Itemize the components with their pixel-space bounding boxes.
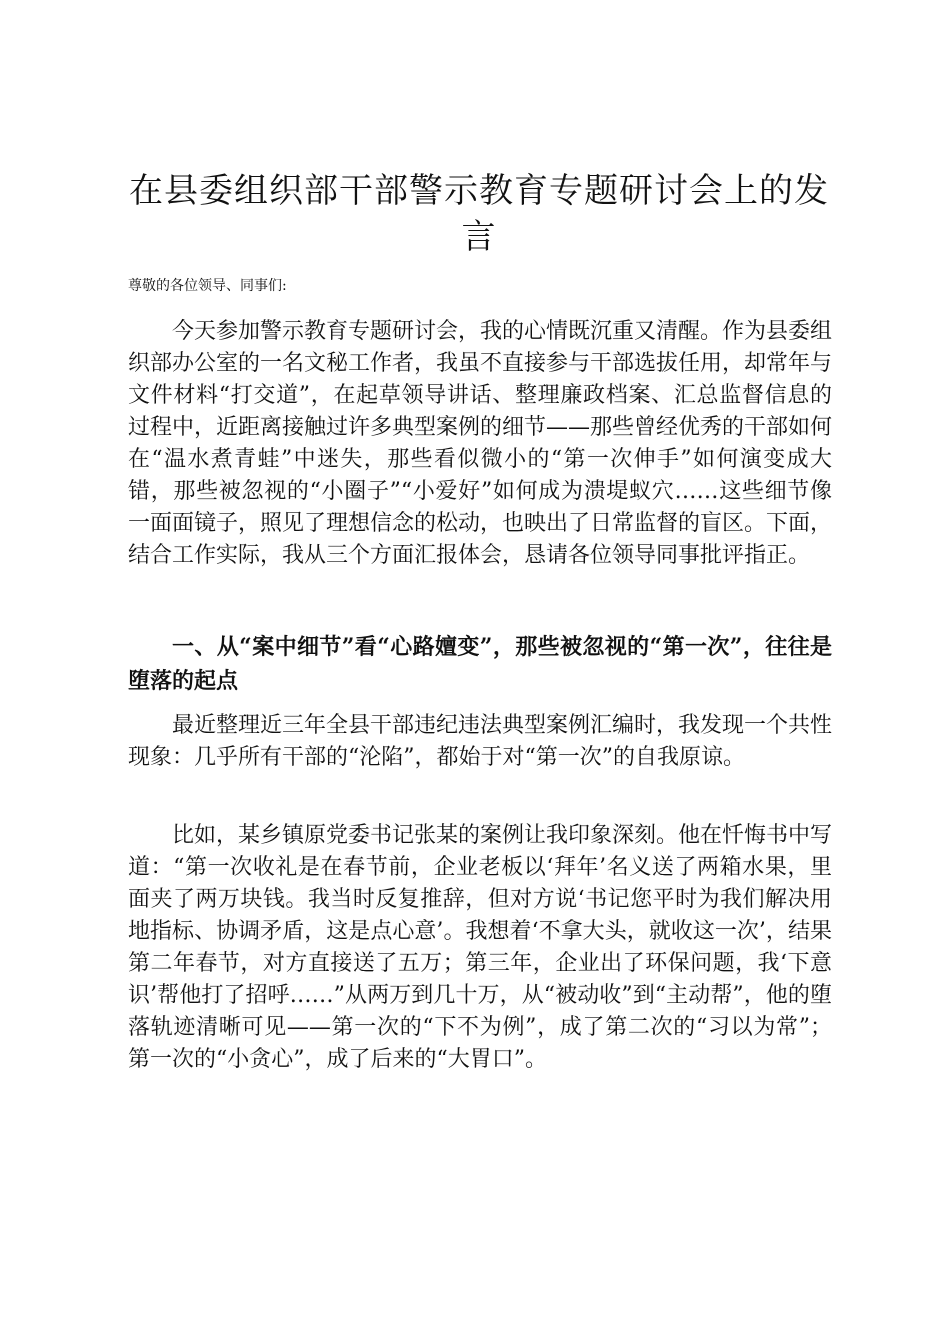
paragraph-observation: 最近整理近三年全县干部违纪违法典型案例汇编时，我发现一个共性现象：几乎所有干部的“沦陷”，都始于对“第一次”的自我原谅。 bbox=[128, 713, 833, 770]
paragraph-case-example: 比如，某乡镇原党委书记张某的案例让我印象深刻。他在忏悔书中写道：“第一次收礼是在春节前，企业老板以‘拜年’名义送了两箱水果，里面夹了两万块钱。我当时反复推辞，但对方说‘书记您平时为我们解决用地指标、协调矛盾，这是点心意’。我想着‘不拿大头，就收这一次’，结果第二年春节，对方直接送了五万；第三年，企业出了环保问题，我‘下意识’帮他打了招呼……”从两万到几十万，从“被动收”到“主动帮”，他的堕落轨迹清晰可见——第一次的“下不为例”，成了第二次的“习以为常”；第一次的“小贪心”，成了后来的“大胃口”。 bbox=[128, 823, 833, 1072]
section-heading-1: 一、从“案中细节”看“心路嬗变”，那些被忽视的“第一次”，往往是堕落的起点 bbox=[128, 634, 832, 694]
document-title: 在县委组织部干部警示教育专题研讨会上的发言 bbox=[129, 171, 829, 257]
salutation: 尊敬的各位领导、同事们: bbox=[128, 278, 287, 294]
paragraph-intro: 今天参加警示教育专题研讨会，我的心情既沉重又清醒。作为县委组织部办公室的一名文秘工作者，我虽不直接参与干部选拔任用，却常年与文件材料“打交道”，在起草领导讲话、整理廉政档案、汇总监督信息的过程中，近距离接触过许多典型案例的细节——那些曾经优秀的干部如何在“温水煮青蛙”中迷失，那些看似微小的“第一次伸手”如何演变成大错，那些被忽视的“小圈子”“小爱好”如何成为溃堤蚁穴……这些细节像一面面镜子，照见了理想信念的松动，也映出了日常监督的盲区。下面，结合工作实际，我从三个方面汇报体会，恳请各位领导同事批评指正。 bbox=[128, 319, 833, 568]
